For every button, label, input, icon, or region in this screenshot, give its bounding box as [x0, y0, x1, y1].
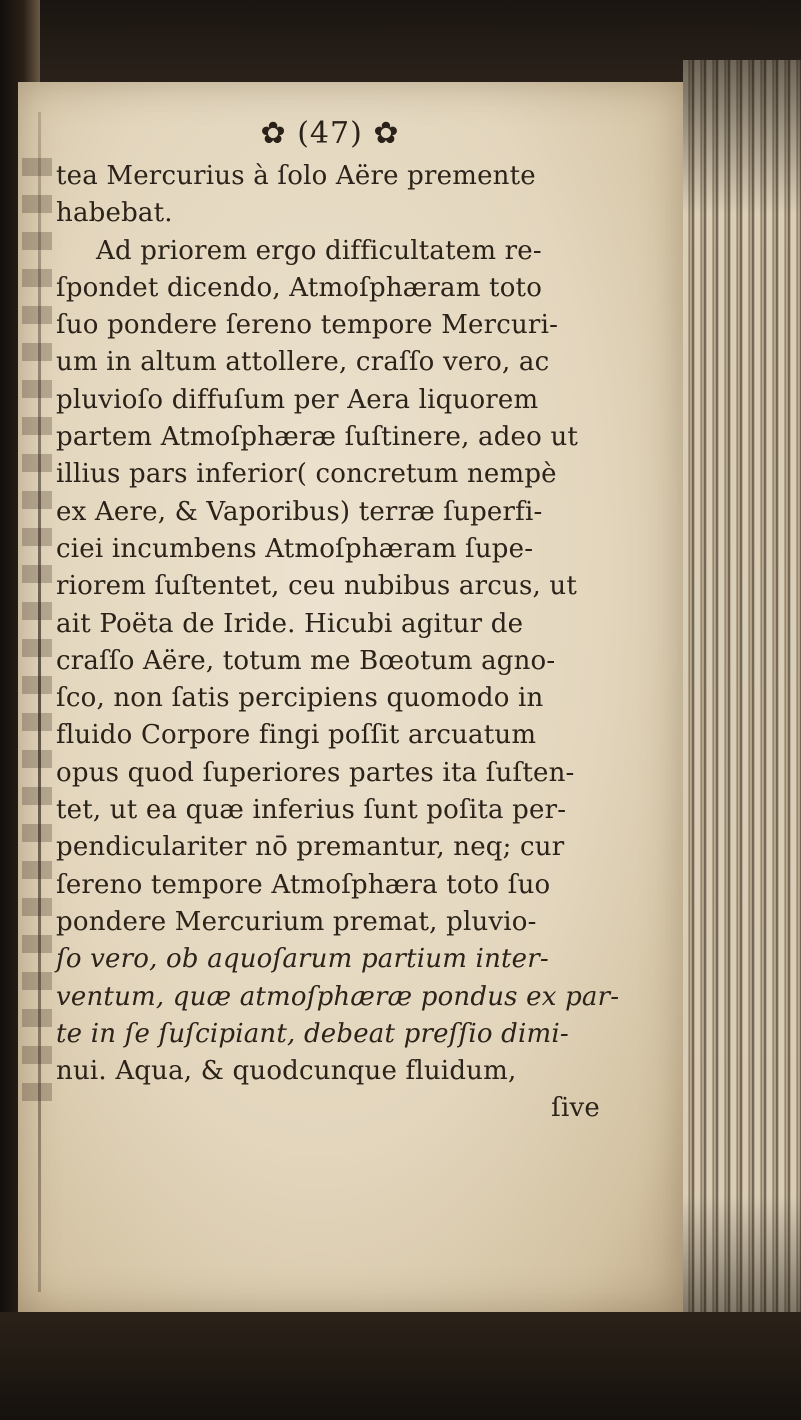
text-line: um in altum attollere, craſſo vero, ac — [56, 347, 550, 378]
text-line: pendiculariter nō premantur, neq; cur — [56, 832, 565, 863]
text-line: ſo vero, ob aquoſarum partium inter- — [56, 944, 549, 975]
text-line: fluido Corpore fingi poſſit arcuatum — [56, 720, 537, 751]
text-line: craſſo Aëre, totum me Bœotum agno- — [56, 645, 556, 676]
text-line: te in ſe ſuſcipiant, debeat preſſio dimi- — [56, 1018, 569, 1049]
text-line: tet, ut ea quæ inferius ſunt poſita per- — [56, 795, 567, 826]
text-line: tea Mercurius à ſolo Aëre premente — [56, 161, 536, 191]
text-line: habebat. — [56, 198, 173, 229]
text-line: ſpondet dicendo, Atmoſphæram toto — [56, 272, 543, 303]
text-line: riorem ſuſtentet, ceu nubibus arcus, ut — [56, 571, 578, 602]
text-line: ſco, non ſatis percipiens quomodo in — [56, 683, 544, 714]
body-text — [56, 158, 636, 1128]
ornament-right-icon: ✿ — [373, 116, 400, 151]
text-line: illius pars inferior( concretum nempè — [56, 459, 557, 490]
text-line: partem Atmoſphæræ ſuſtinere, adeo ut — [56, 422, 579, 453]
catchword: ſive — [551, 1093, 600, 1124]
text-line: pluvioſo diffuſum per Aera liquorem — [56, 384, 539, 415]
text-line: ventum, quæ atmoſphæræ pondus ex par- — [56, 981, 620, 1012]
bottom-shadow — [0, 1312, 801, 1420]
text-line: ciei incumbens Atmoſphæram ſupe- — [56, 533, 534, 564]
text-line: ex Aere, & Vaporibus) terræ ſuperfi- — [56, 496, 543, 527]
text-line: opus quod ſuperiores partes ita ſuſten- — [56, 757, 575, 788]
page-edges-shade — [683, 60, 801, 1350]
text-line: ſereno tempore Atmoſphæra toto ſuo — [56, 869, 551, 900]
page-number: (47) — [297, 116, 363, 151]
text-line: nui. Aqua, & quodcunque fluidum, — [56, 1056, 517, 1087]
text-line: Ad priorem ergo difficultatem re- — [96, 235, 542, 266]
text-line: ait Poëta de Iride. Hicubi agitur de — [56, 608, 524, 639]
text-line: ſuo pondere ſereno tempore Mercuri- — [56, 310, 559, 341]
marginal-bleed-through — [22, 158, 52, 1108]
page-header — [210, 116, 450, 151]
text-line: pondere Mercurium premat, pluvio- — [56, 906, 537, 937]
ornament-left-icon: ✿ — [260, 116, 287, 151]
